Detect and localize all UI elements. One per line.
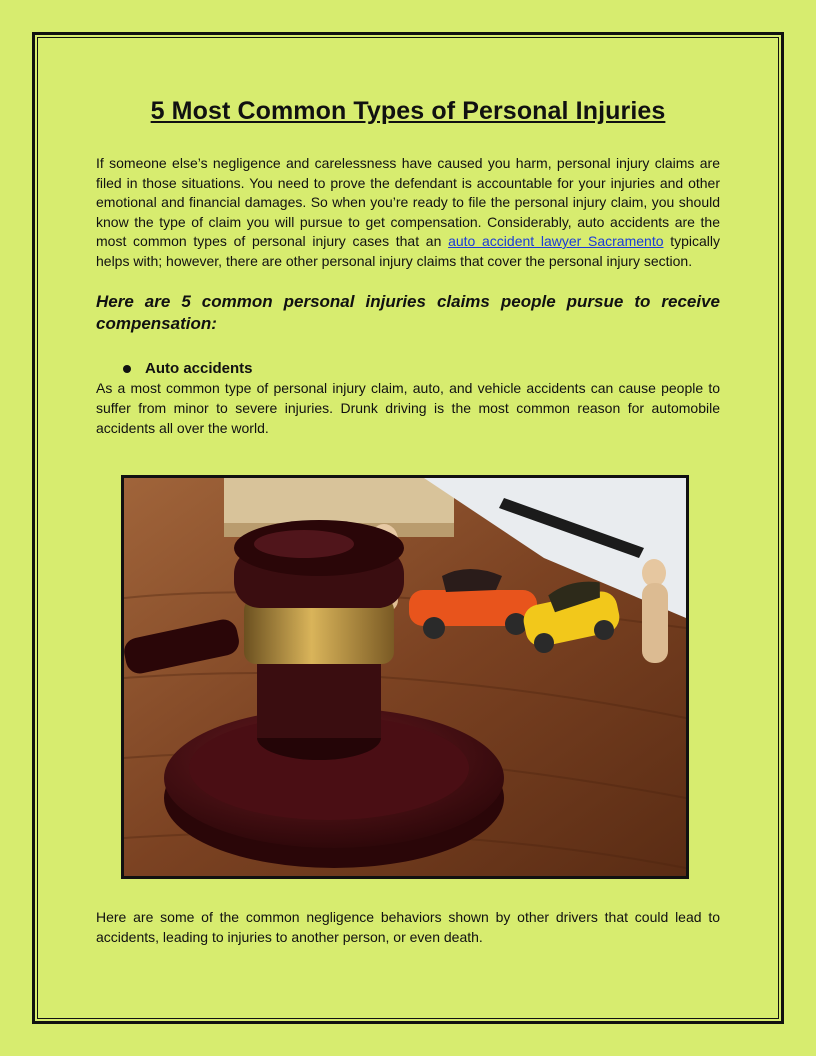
intro-text-before-link: If someone else’s negligence and carelessness have caused you harm, personal injury claims are filed in those situations. You need to prove the defendant is accountable for your injuries and other emotional and financial damages. So when you’re ready to file the personal injury claim, you should know the type of claim you will pursue to get compensation. Considerably, auto accidents are the most common types of personal injury cases that an — [96, 155, 720, 249]
page-title: 5 Most Common Types of Personal Injuries — [150, 97, 666, 125]
intro-paragraph — [96, 154, 720, 271]
bullet-item — [123, 359, 720, 378]
section-subheading: Here are 5 common personal injuries claims people pursue to receive compensation: — [96, 292, 720, 333]
gavel-toy-cars-photo — [121, 475, 689, 879]
auto-accident-lawyer-link[interactable]: auto accident lawyer Sacramento — [448, 233, 664, 249]
auto-accidents-paragraph: As a most common type of personal injury claim, auto, and vehicle accidents can cause people to suffer from minor to severe injuries. Drunk driving is the most common reason for automobile accidents all over the world. — [96, 380, 720, 436]
photo-illustration — [124, 478, 686, 876]
closing-paragraph: Here are some of the common negligence behaviors shown by other drivers that could lead to accidents, leading to injuries to another person, or even death. — [96, 909, 720, 945]
intro-text-after-link: typically helps with; however, there are other personal injury claims that cover the personal injury section. — [96, 233, 720, 269]
bullet-label: Auto accidents — [145, 360, 253, 377]
bullet-dot-icon — [123, 365, 131, 373]
document-body — [96, 94, 720, 438]
